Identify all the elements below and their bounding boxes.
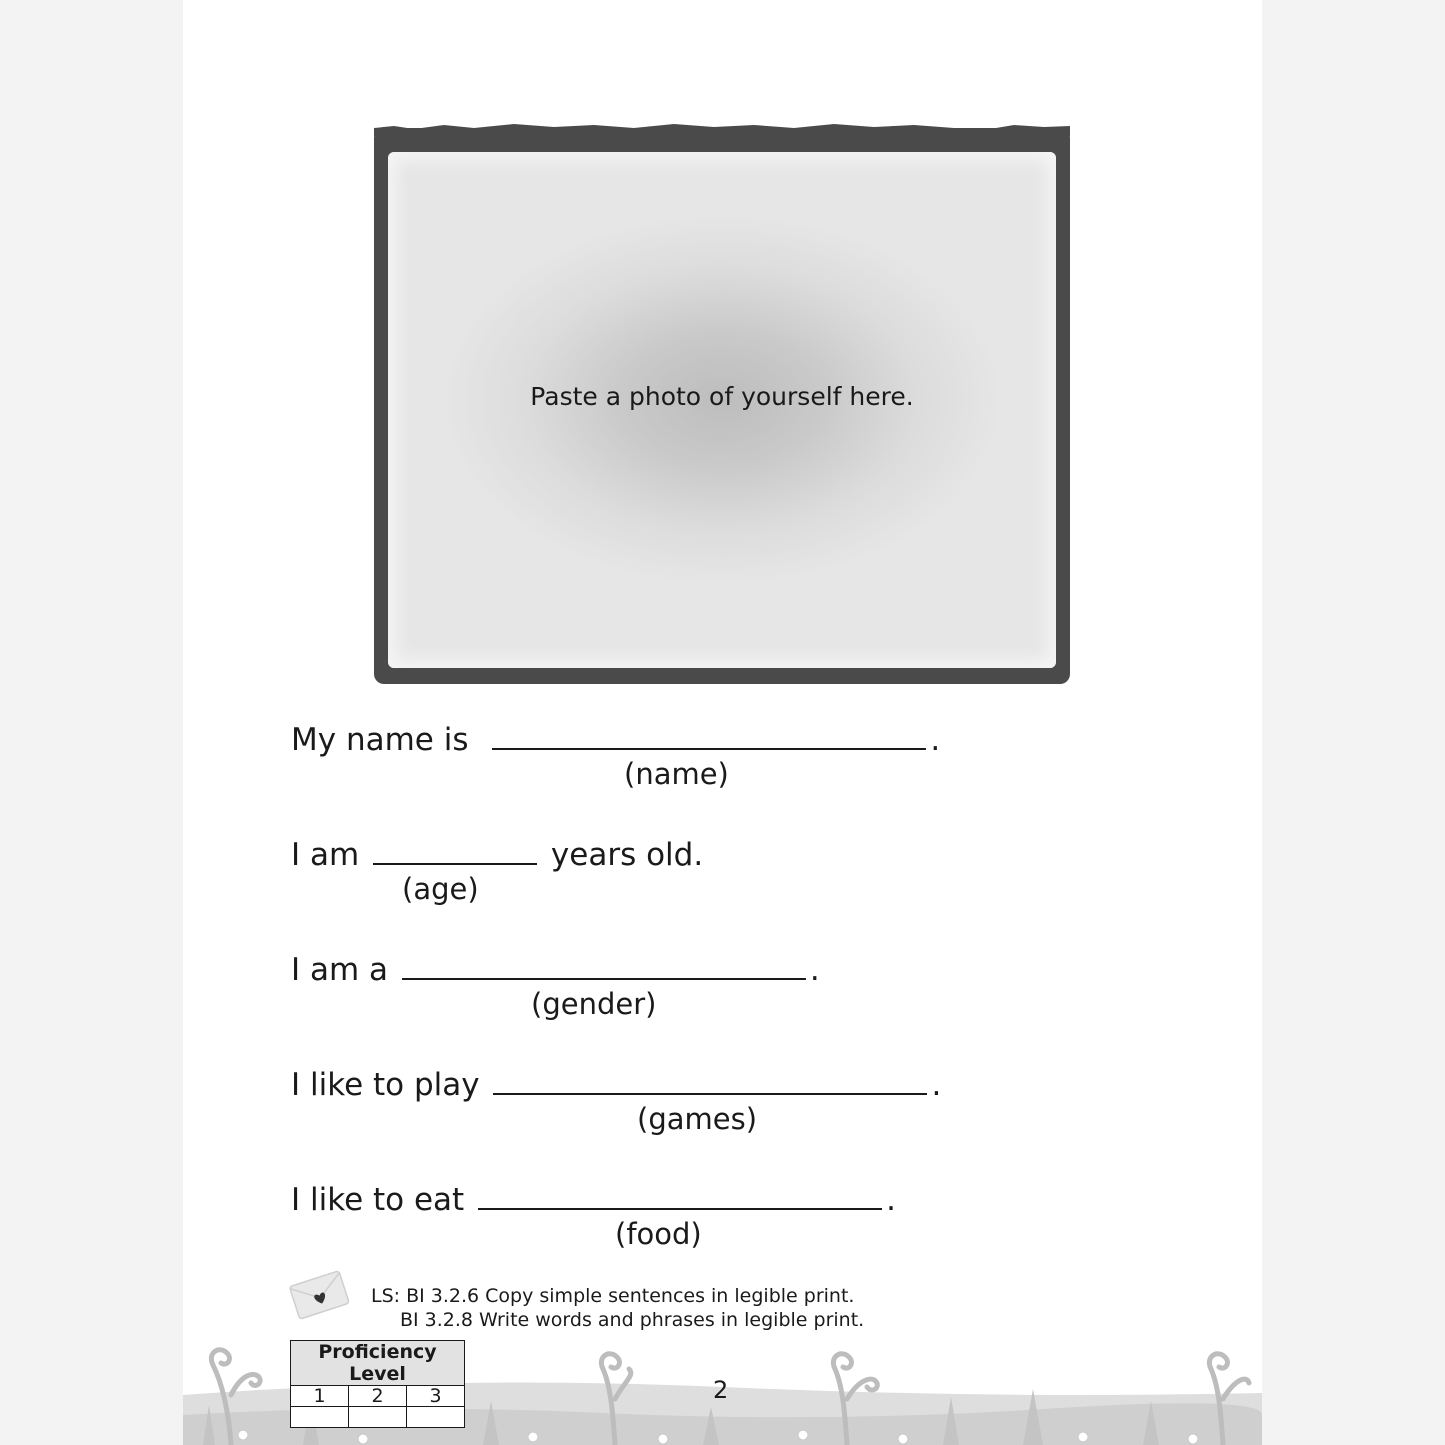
- sentence-prefix: I am: [291, 837, 360, 873]
- level-2-header: 2: [349, 1386, 407, 1407]
- page-number: 2: [713, 1376, 729, 1404]
- sentence-prefix: I like to eat: [291, 1182, 465, 1218]
- sentence-gender: [291, 948, 820, 988]
- sentence-suffix: .: [809, 952, 820, 988]
- photo-instruction: Paste a photo of yourself here.: [530, 382, 914, 411]
- age-blank[interactable]: [373, 833, 537, 865]
- proficiency-title: Proficiency Level: [291, 1341, 465, 1386]
- sentence-suffix: .: [931, 1067, 942, 1103]
- sentence-games: [291, 1063, 941, 1103]
- sentence-prefix: My name is: [291, 722, 469, 758]
- level-1-header: 1: [291, 1386, 349, 1407]
- level-3-header: 3: [407, 1386, 465, 1407]
- games-hint: (games): [637, 1102, 758, 1136]
- name-hint: (name): [624, 757, 729, 791]
- sentence-prefix: I like to play: [291, 1067, 480, 1103]
- sentence-name: [291, 718, 940, 758]
- sentence-suffix: .: [886, 1182, 896, 1218]
- gender-hint: (gender): [531, 987, 657, 1021]
- proficiency-level-table: [290, 1340, 465, 1428]
- food-blank[interactable]: [478, 1178, 882, 1210]
- sentence-suffix: .: [930, 722, 941, 758]
- level-1-cell[interactable]: [291, 1407, 349, 1428]
- sentence-food: [291, 1178, 896, 1218]
- torn-edge: [374, 122, 1070, 136]
- name-blank[interactable]: [492, 718, 926, 750]
- heart-envelope-icon: [287, 1268, 351, 1320]
- sentence-age: [291, 833, 703, 873]
- age-hint: (age): [402, 872, 479, 906]
- sentence-prefix: I am a: [291, 952, 389, 988]
- photo-frame: [374, 128, 1070, 684]
- worksheet-page: [183, 0, 1262, 1445]
- gender-blank[interactable]: [402, 948, 806, 980]
- sentence-suffix: years old.: [550, 837, 704, 873]
- learning-standards: [371, 1284, 864, 1332]
- food-hint: (food): [615, 1217, 702, 1251]
- level-3-cell[interactable]: [407, 1407, 465, 1428]
- games-blank[interactable]: [493, 1063, 927, 1095]
- level-2-cell[interactable]: [349, 1407, 407, 1428]
- standard-line-1: LS: BI 3.2.6 Copy simple sentences in legible print.: [371, 1285, 855, 1307]
- standard-line-2: BI 3.2.8 Write words and phrases in legible print.: [400, 1309, 865, 1331]
- photo-placeholder[interactable]: [388, 152, 1056, 668]
